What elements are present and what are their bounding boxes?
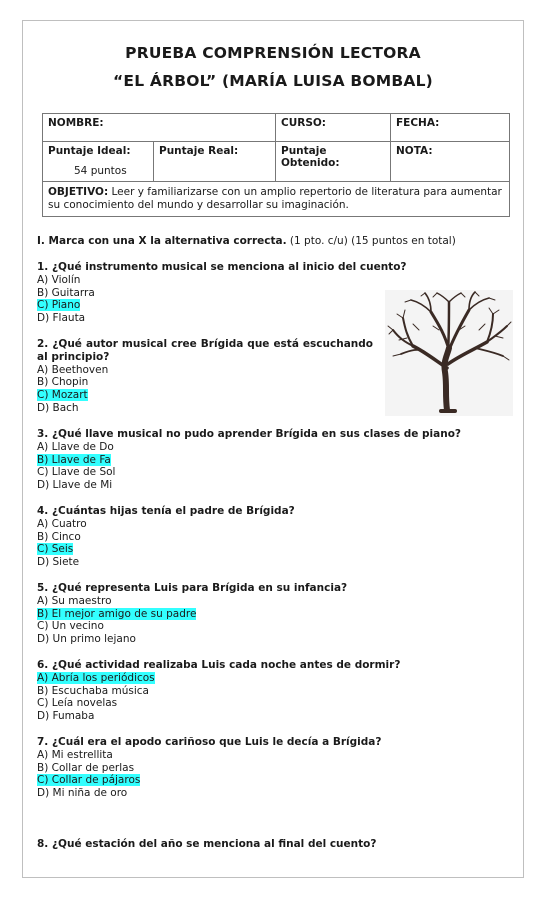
option-c-highlighted[interactable]: C) Seis — [37, 543, 74, 556]
option-d[interactable]: D) Fumaba — [37, 710, 95, 723]
nombre-cell[interactable]: NOMBRE: — [43, 114, 276, 142]
option-a[interactable]: A) Cuatro — [37, 517, 87, 530]
student-info-table — [42, 113, 510, 217]
section-label: I. Marca con una X la alternativa correcta. — [37, 235, 287, 247]
question-stem: 6. ¿Qué actividad realizaba Luis cada noche antes de dormir? — [37, 659, 401, 671]
section-instructions — [37, 235, 456, 247]
option-c-highlighted[interactable]: C) Mozart — [37, 389, 88, 402]
question-stem: 2. ¿Qué autor musical cree Brígida que está escuchando al principio? — [37, 338, 373, 363]
question-2 — [37, 338, 373, 415]
option-d[interactable]: D) Llave de Mi — [37, 479, 113, 492]
question-stem: 7. ¿Cuál era el apodo cariñoso que Luis le decía a Brígida? — [37, 736, 382, 748]
option-c-highlighted[interactable]: C) Piano — [37, 299, 81, 312]
objetivo-label: OBJETIVO: — [48, 186, 109, 198]
title-line-2: “EL ÁRBOL” (MARÍA LUISA BOMBAL) — [113, 72, 433, 90]
nota-cell[interactable]: NOTA: — [391, 142, 510, 182]
curso-cell[interactable]: CURSO: — [276, 114, 391, 142]
option-a[interactable]: A) Llave de Do — [37, 440, 114, 453]
puntaje-ideal-cell — [43, 142, 154, 182]
puntaje-obtenido-cell[interactable]: Puntaje Obtenido: — [276, 142, 391, 182]
option-c[interactable]: C) Llave de Sol — [37, 466, 116, 479]
question-stem: 8. ¿Qué estación del año se menciona al final del cuento? — [37, 838, 377, 850]
puntaje-real-cell[interactable]: Puntaje Real: — [154, 142, 276, 182]
option-c[interactable]: C) Un vecino — [37, 620, 104, 633]
question-3 — [37, 428, 461, 492]
fecha-cell[interactable]: FECHA: — [391, 114, 510, 142]
question-stem: 1. ¿Qué instrumento musical se menciona al inicio del cuento? — [37, 261, 407, 273]
question-4 — [37, 505, 295, 569]
option-d[interactable]: D) Bach — [37, 401, 79, 414]
option-b-highlighted[interactable]: B) El mejor amigo de su padre — [37, 607, 197, 620]
question-8 — [37, 838, 376, 851]
option-a[interactable]: A) Mi estrellita — [37, 748, 113, 761]
title-line-1: PRUEBA COMPRENSIÓN LECTORA — [125, 44, 421, 62]
option-b[interactable]: B) Escuchaba música — [37, 684, 149, 697]
option-b-highlighted[interactable]: B) Llave de Fa — [37, 453, 111, 466]
question-stem: 3. ¿Qué llave musical no pudo aprender Brígida en sus clases de piano? — [37, 428, 462, 440]
tree-svg — [385, 290, 513, 416]
question-7 — [37, 736, 381, 800]
puntaje-ideal-label: Puntaje Ideal: — [48, 145, 131, 157]
question-1 — [37, 261, 407, 325]
puntaje-ideal-value: 54 puntos — [74, 165, 127, 177]
option-b[interactable]: B) Guitarra — [37, 286, 95, 299]
question-stem: 4. ¿Cuántas hijas tenía el padre de Brígida? — [37, 505, 295, 517]
option-a[interactable]: A) Beethoven — [37, 363, 109, 376]
question-6 — [37, 659, 400, 723]
option-c[interactable]: C) Leía novelas — [37, 697, 118, 710]
option-b[interactable]: B) Cinco — [37, 530, 81, 543]
objetivo-cell — [43, 182, 510, 217]
tree-illustration-icon — [385, 290, 513, 416]
objetivo-text: Leer y familiarizarse con un amplio repertorio de literatura para aumentar su conocimiento del mundo y desarrollar su imaginación. — [48, 186, 502, 211]
option-a[interactable]: A) Su maestro — [37, 594, 112, 607]
option-c-highlighted[interactable]: C) Collar de pájaros — [37, 774, 141, 787]
option-b[interactable]: B) Collar de perlas — [37, 761, 135, 774]
option-d[interactable]: D) Mi niña de oro — [37, 787, 128, 800]
question-stem: 5. ¿Qué representa Luis para Brígida en su infancia? — [37, 582, 348, 594]
question-5 — [37, 582, 347, 646]
option-a[interactable]: A) Violín — [37, 273, 81, 286]
option-d[interactable]: D) Un primo lejano — [37, 633, 136, 646]
option-a-highlighted[interactable]: A) Abría los periódicos — [37, 671, 155, 684]
section-note: (1 pto. c/u) (15 puntos en total) — [286, 235, 456, 247]
option-d[interactable]: D) Siete — [37, 556, 80, 569]
option-b[interactable]: B) Chopin — [37, 376, 89, 389]
option-d[interactable]: D) Flauta — [37, 312, 86, 325]
